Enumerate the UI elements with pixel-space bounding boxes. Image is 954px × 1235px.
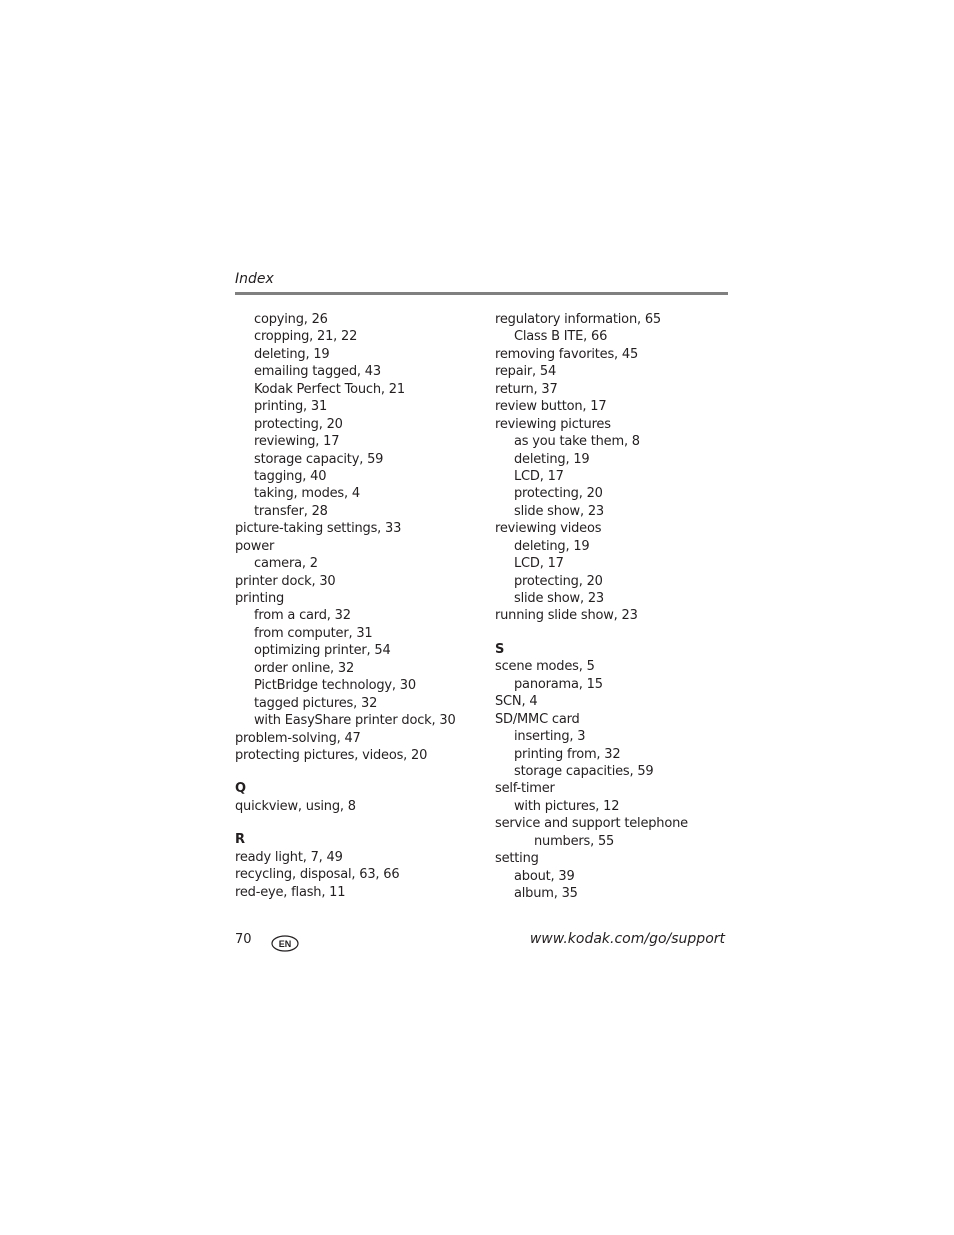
index-entry: SCN, 4: [495, 694, 538, 710]
index-entry: quickview, using, 8: [235, 798, 356, 814]
index-subentry: storage capacity, 59: [254, 451, 384, 467]
index-subentry: taking, modes, 4: [254, 486, 360, 502]
index-entry: SD/MMC card: [495, 711, 580, 727]
index-subentry: transfer, 28: [254, 503, 328, 519]
index-subentry: printing, 31: [254, 399, 328, 415]
index-entry: regulatory information, 65: [495, 312, 661, 327]
index-subentry: panorama, 15: [514, 676, 603, 692]
section-letter: Q: [235, 781, 246, 797]
index-subentry: deleting, 19: [514, 538, 590, 554]
en-oval-badge-icon: [271, 935, 299, 952]
index-entry: review button, 17: [495, 399, 607, 415]
index-subentry: protecting, 20: [514, 573, 603, 589]
index-entry: protecting pictures, videos, 20: [235, 747, 428, 763]
index-entry: running slide show, 23: [495, 608, 638, 624]
index-subentry: tagging, 40: [254, 468, 327, 484]
index-subentry: storage capacities, 59: [514, 763, 654, 779]
index-subentry: camera, 2: [254, 556, 318, 572]
index-entry: service and support telephone: [495, 816, 688, 832]
index-subentry: LCD, 17: [514, 556, 564, 572]
index-subentry: Class B ITE, 66: [514, 329, 608, 345]
index-entry: power: [235, 538, 275, 554]
index-subentry: inserting, 3: [514, 729, 586, 745]
index-entry: self-timer: [495, 781, 555, 797]
index-subentry: printing from, 32: [514, 746, 621, 762]
index-subentry: from computer, 31: [254, 625, 373, 641]
index-entry: reviewing pictures: [495, 416, 611, 432]
index-subentry: emailing tagged, 43: [254, 364, 381, 380]
index-subentry: with pictures, 12: [514, 798, 620, 814]
section-gap: [495, 625, 745, 641]
section-gap: [235, 764, 485, 780]
index-entry: recycling, disposal, 63, 66: [235, 867, 400, 883]
index-subentry: about, 39: [514, 868, 575, 884]
index-subentry: copying, 26: [254, 312, 328, 327]
section-letter: R: [235, 832, 245, 848]
index-subentry: optimizing printer, 54: [254, 643, 391, 659]
index-subentry: slide show, 23: [514, 503, 604, 519]
index-entry: removing favorites, 45: [495, 346, 639, 362]
header-rule: [235, 292, 728, 295]
index-subentry: LCD, 17: [514, 468, 564, 484]
index-subentry: album, 35: [514, 886, 578, 901]
index-entry: setting: [495, 851, 539, 867]
index-subentry: order online, 32: [254, 660, 355, 676]
index-entry: printer dock, 30: [235, 573, 336, 589]
index-column-left: [235, 311, 485, 901]
index-entry: problem-solving, 47: [235, 730, 361, 746]
index-entry: repair, 54: [495, 364, 557, 380]
index-subentry: cropping, 21, 22: [254, 329, 358, 345]
index-column-right: [495, 311, 745, 902]
language-badge-label: EN: [278, 939, 292, 949]
index-subentry: deleting, 19: [254, 346, 330, 362]
index-entry: picture-taking settings, 33: [235, 521, 402, 537]
index-subentry: from a card, 32: [254, 608, 351, 624]
index-entry: ready light, 7, 49: [235, 849, 343, 865]
index-subentry: protecting, 20: [254, 416, 343, 432]
index-entry: scene modes, 5: [495, 659, 595, 675]
index-subentry: slide show, 23: [514, 591, 604, 606]
index-subentry: reviewing, 17: [254, 434, 340, 450]
index-subentry: deleting, 19: [514, 451, 590, 467]
support-url[interactable]: www.kodak.com/go/support: [529, 931, 725, 947]
index-subentry: Kodak Perfect Touch, 21: [254, 381, 405, 397]
index-subentry: numbers, 55: [534, 833, 615, 849]
index-entry: return, 37: [495, 381, 558, 397]
index-subentry: tagged pictures, 32: [254, 695, 378, 711]
index-entry: reviewing videos: [495, 521, 602, 537]
section-gap: [235, 815, 485, 831]
index-subentry: protecting, 20: [514, 486, 603, 502]
running-header: Index: [235, 271, 274, 287]
section-letter: S: [495, 641, 505, 657]
index-entry: red-eye, flash, 11: [235, 884, 346, 900]
index-subentry: PictBridge technology, 30: [254, 678, 416, 694]
page-number: 70: [235, 932, 252, 947]
index-entry: printing: [235, 591, 285, 606]
index-subentry: with EasyShare printer dock, 30: [254, 713, 456, 729]
index-subentry: as you take them, 8: [514, 434, 640, 450]
